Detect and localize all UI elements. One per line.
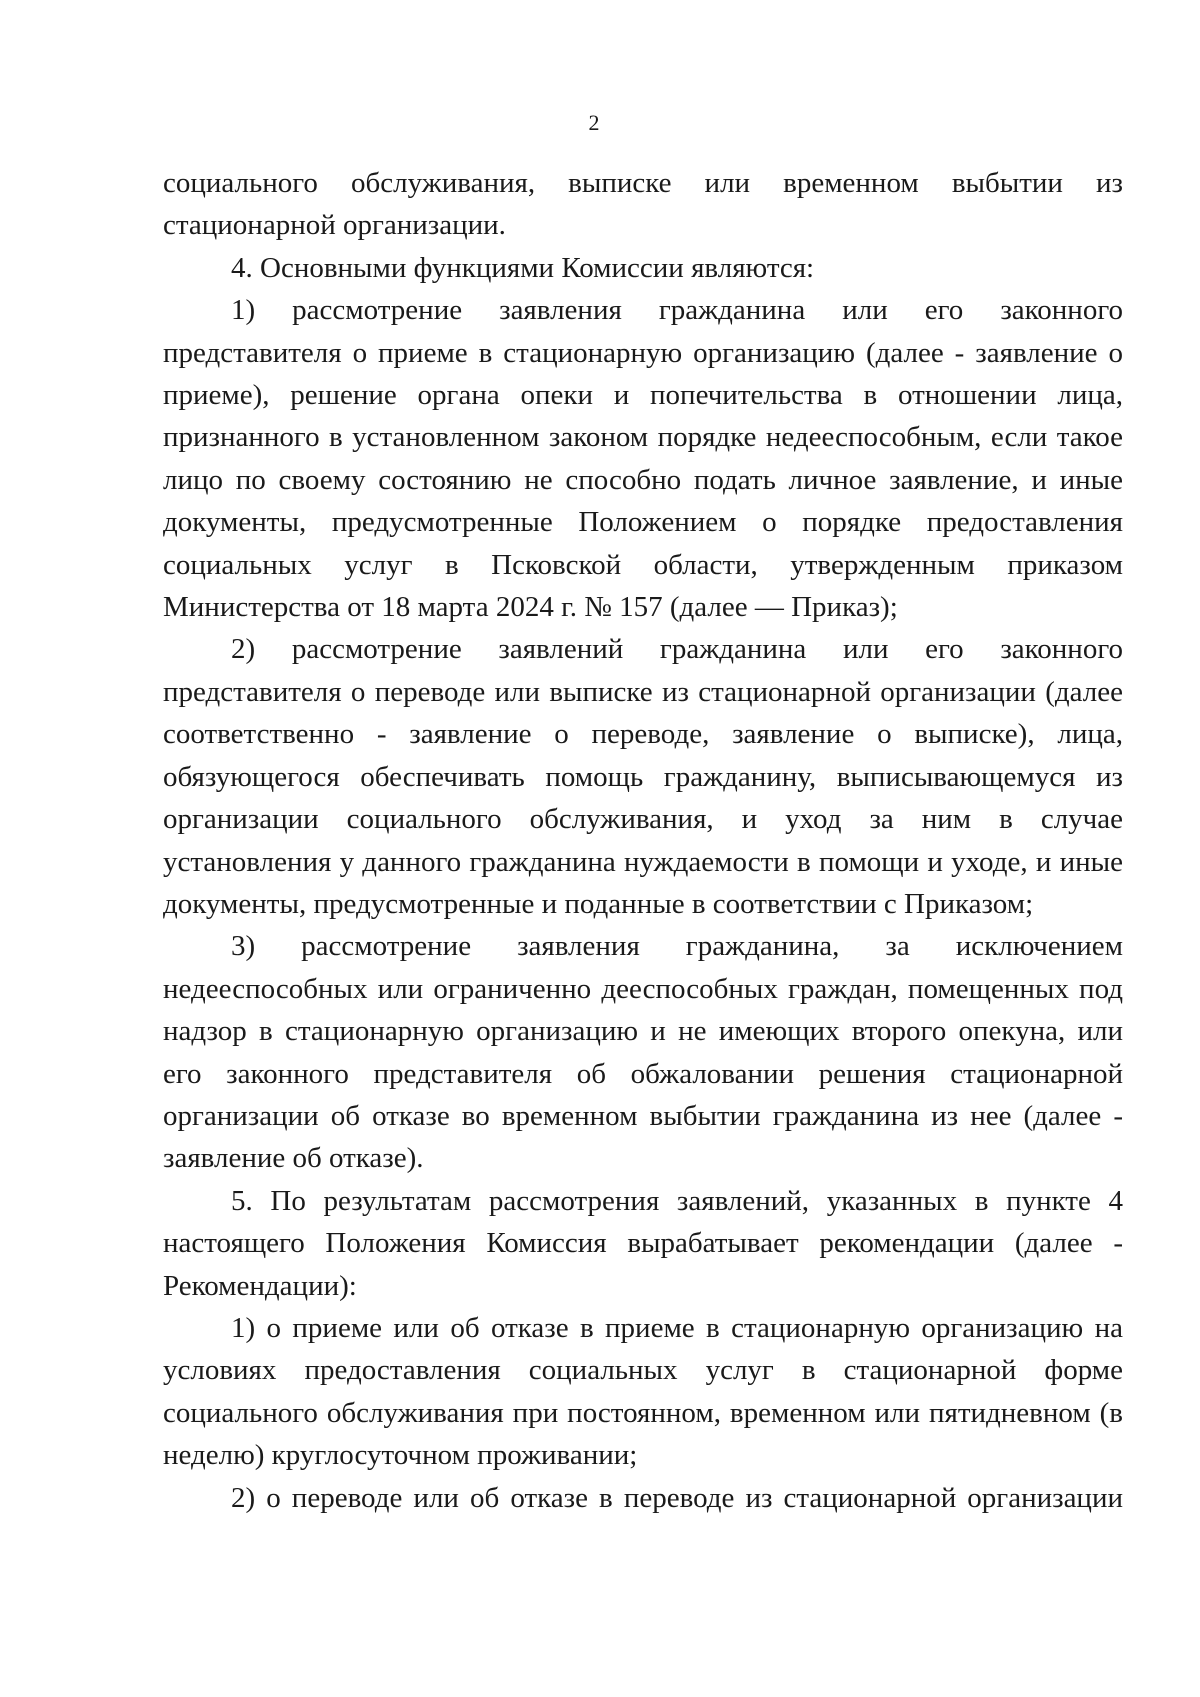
page-number: 2 — [588, 110, 600, 135]
paragraph-continuation: социального обслуживания, выписке или временном выбытии из стационарной организации. — [163, 167, 1123, 242]
paragraph-recommendation-2: 2) о переводе или об отказе в переводе из стационарной организации — [231, 1481, 1123, 1514]
paragraph-section-5: 5. По результатам рассмотрения заявлений, указанных в пункте 4 настоящего Положения Комиссия вырабатывает рекомендации (далее - Рекомендации): — [163, 1184, 1123, 1302]
paragraph-function-2: 2) рассмотрение заявлений гражданина или его законного представителя о переводе или выписке из стационарной организации (далее соответственно - заявление о переводе, заявление о выписке), лица, обязующегося обеспечивать помощь гражданину, выписывающемуся из организации социального обслуживания, и уход за ним в случае установления у данного гражданина нуждаемости в помощи и уходе, и иные документы, предусмотренные и поданные в соответствии с Приказом; — [163, 633, 1123, 920]
paragraph-recommendation-1: 1) о приеме или об отказе в приеме в стационарную организацию на условиях предоставления социальных услуг в стационарной форме социального обслуживания при постоянном, временном или пятидневном (в неделю) круглосуточном проживании; — [163, 1311, 1123, 1472]
paragraph-function-3: 3) рассмотрение заявления гражданина, за исключением недееспособных или ограниченно дееспособных граждан, помещенных под надзор в стационарную организацию и не имеющих второго опекуна, или его законного представителя об обжаловании решения стационарной организации об отказе во временном выбытии гражданина из нее (далее - заявление об отказе). — [163, 930, 1123, 1175]
paragraph-function-1: 1) рассмотрение заявления гражданина или его законного представителя о приеме в стационарную организацию (далее - заявление о приеме), решение органа опеки и попечительства в отношении лица, признанного в установленном законом порядке недееспособным, если такое лицо по своему состоянию не способно подать личное заявление, и иные документы, предусмотренные Положением о порядке предоставления социальных услуг в Псковской области, утвержденным приказом Министерства от 18 марта 2024 г. № 157 (далее — Приказ); — [163, 294, 1123, 624]
document-body — [163, 162, 1123, 1519]
paragraph-section-4-heading: 4. Основными функциями Комиссии являются: — [231, 251, 815, 284]
